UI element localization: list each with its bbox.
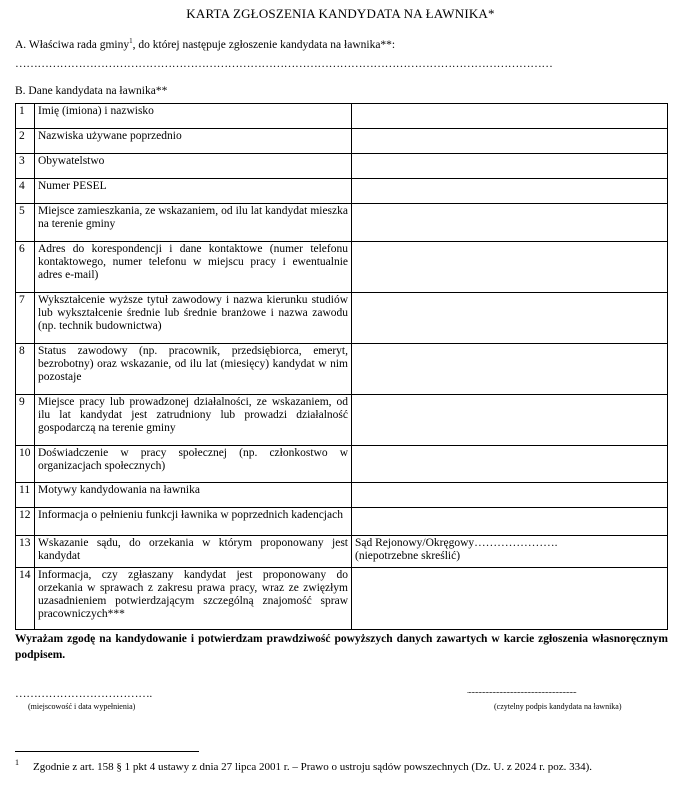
table-row — [16, 293, 668, 344]
row-number: 10 — [16, 446, 35, 483]
table-row — [16, 446, 668, 483]
footnote-text: Zgodnie z art. 158 § 1 pkt 4 ustawy z dnia 27 lipca 2001 r. – Prawo o ustroju sądów powszechnych (Dz. U. z 2024 r. poz. 334). — [33, 761, 593, 773]
row-value-field[interactable] — [352, 154, 668, 179]
table-row — [16, 395, 668, 446]
row-number: 3 — [16, 154, 35, 179]
row-value-field[interactable] — [352, 204, 668, 242]
section-b-heading: B. Dane kandydata na ławnika** — [15, 85, 168, 97]
row-label: Doświadczenie w pracy społecznej (np. członkostwo w organizacjach społecznych) — [35, 446, 352, 483]
row-number: 5 — [16, 204, 35, 242]
table-row — [16, 508, 668, 536]
candidate-data-table — [15, 103, 668, 630]
table-row — [16, 154, 668, 179]
row-label: Numer PESEL — [35, 179, 352, 204]
row-number: 1 — [16, 104, 35, 129]
row-label: Informacja, czy zgłaszany kandydat jest proponowany do orzekania w sprawach z zakresu prawa pracy, wraz ze zwięzłym uzasadnieniem potwierdzającym szczególną znajomość spraw pracowniczych*** — [35, 568, 352, 630]
row-number: 12 — [16, 508, 35, 536]
row-label: Nazwiska używane poprzednio — [35, 129, 352, 154]
place-date-label: (miejscowość i data wypełnienia) — [28, 702, 136, 711]
section-a-text-after: , do której następuje zgłoszenie kandydata na ławnika**: — [132, 39, 396, 51]
row-label: Wykształcenie wyższe tytuł zawodowy i nazwa kierunku studiów lub wykształcenie średnie lub średnie branżowe i nazwa zawodu (np. technik budownictwa) — [35, 293, 352, 344]
place-date-field[interactable]: ………………………………. — [15, 688, 152, 700]
page-title: KARTA ZGŁOSZENIA KANDYDATA NA ŁAWNIKA* — [186, 6, 495, 21]
table-row — [16, 344, 668, 395]
footnote-ref: 1 — [129, 37, 133, 46]
row-value-field[interactable] — [352, 129, 668, 154]
row-label: Informacja o pełnieniu funkcji ławnika w poprzednich kadencjach — [35, 508, 352, 536]
row-number: 14 — [16, 568, 35, 630]
row-label: Status zawodowy (np. pracownik, przedsiębiorca, emeryt, bezrobotny) oraz wskazanie, od ilu lat (miesięcy) kandydat w nim pozostaje — [35, 344, 352, 395]
row-number: 2 — [16, 129, 35, 154]
row-value-field[interactable] — [352, 483, 668, 508]
row-value-field[interactable] — [352, 395, 668, 446]
row-value-field[interactable] — [352, 179, 668, 204]
row-number: 6 — [16, 242, 35, 293]
row-label: Wskazanie sądu, do orzekania w którym proponowany jest kandydat — [35, 536, 352, 568]
section-a-heading — [15, 39, 395, 51]
row-number: 4 — [16, 179, 35, 204]
row-label: Imię (imiona) i nazwisko — [35, 104, 352, 129]
row-number: 13 — [16, 536, 35, 568]
consent-statement: Wyrażam zgodę na kandydowanie i potwierdzam prawdziwość powyższych danych zawartych w karcie zgłoszenia własnoręcznym podpisem. — [15, 633, 668, 661]
row-label: Obywatelstwo — [35, 154, 352, 179]
row-value-field[interactable] — [352, 344, 668, 395]
row-number: 7 — [16, 293, 35, 344]
footnote-divider — [15, 751, 199, 752]
row-value-field[interactable] — [352, 568, 668, 630]
gmina-fill-line[interactable]: ……………………………………………………………………………………………………………………………… — [15, 58, 553, 70]
table-row — [16, 536, 668, 568]
row-label: Miejsce zamieszkania, ze wskazaniem, od ilu lat kandydat mieszka na terenie gminy — [35, 204, 352, 242]
table-row — [16, 104, 668, 129]
row-value-field[interactable] — [352, 293, 668, 344]
row-number: 9 — [16, 395, 35, 446]
candidate-data-rows — [16, 104, 668, 630]
row-value-field[interactable] — [352, 446, 668, 483]
row-label: Miejsce pracy lub prowadzonej działalności, ze wskazaniem, od ilu lat kandydat jest zatrudniony lub prowadzi działalność gospodarczą na terenie gminy — [35, 395, 352, 446]
footnote: 1 Zgodnie z art. 158 § 1 pkt 4 ustawy z dnia 27 lipca 2001 r. – Prawo o ustroju sądów powszechnych (Dz. U. z 2024 r. poz. 334). — [15, 758, 593, 773]
row-value-field[interactable] — [352, 104, 668, 129]
row-value-field[interactable] — [352, 508, 668, 536]
table-row — [16, 204, 668, 242]
row-number: 8 — [16, 344, 35, 395]
table-row — [16, 179, 668, 204]
signature-field[interactable]: .............................................................................. — [467, 686, 577, 695]
table-row — [16, 568, 668, 630]
row-number: 11 — [16, 483, 35, 508]
section-a-text: A. Właściwa rada gminy — [15, 39, 130, 51]
signature-label: (czytelny podpis kandydata na ławnika) — [494, 702, 622, 711]
table-row — [16, 483, 668, 508]
row-label: Motywy kandydowania na ławnika — [35, 483, 352, 508]
row-value-field[interactable] — [352, 242, 668, 293]
table-row — [16, 242, 668, 293]
row-value-field[interactable]: Sąd Rejonowy/Okręgowy…………………. (niepotrzebne skreślić) — [352, 536, 668, 568]
row-label: Adres do korespondencji i dane kontaktowe (numer telefonu kontaktowego, numer telefonu w miejscu pracy i ewentualnie adres e-mail) — [35, 242, 352, 293]
table-row — [16, 129, 668, 154]
